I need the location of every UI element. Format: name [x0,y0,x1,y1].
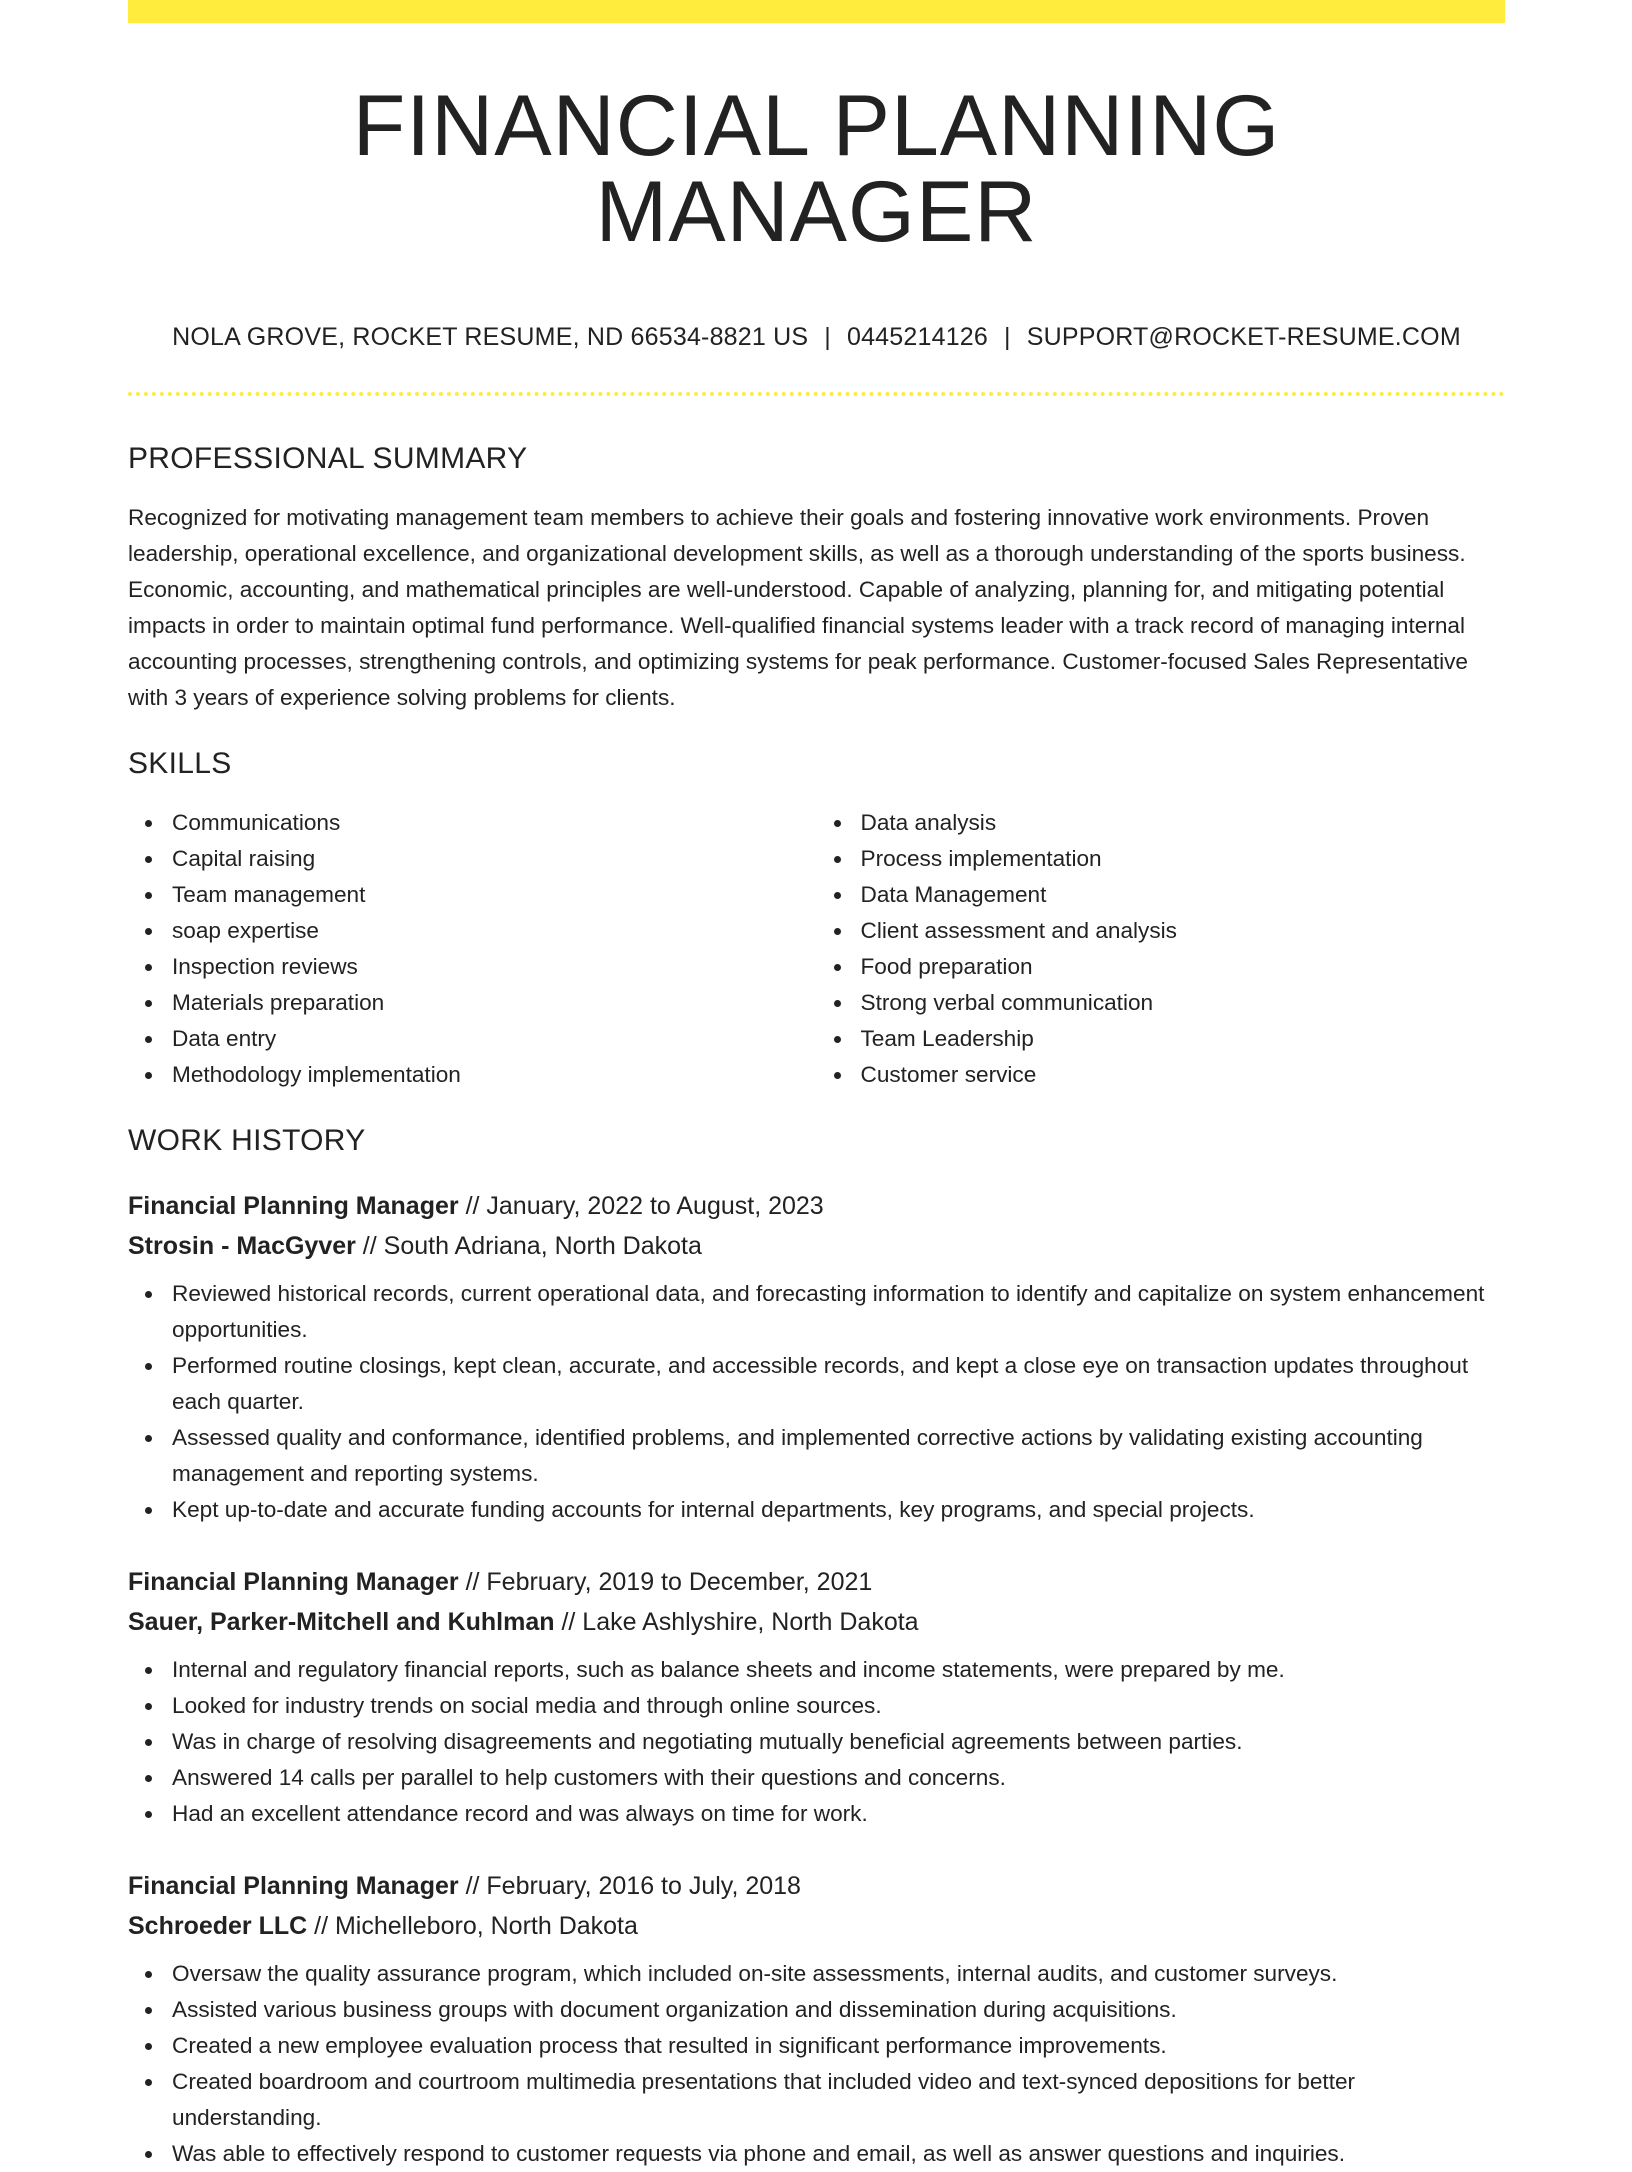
job-entry [128,1562,1505,1832]
job-duty: Created a new employee evaluation process that resulted in significant performance improvements. [172,2028,1505,2064]
skill-item: Inspection reviews [172,949,817,985]
skill-item: Client assessment and analysis [861,913,1506,949]
job-title: Financial Planning Manager [128,1192,459,1220]
separator: | [1004,323,1011,351]
job-title-line [128,1866,1505,1906]
job-entry [128,1186,1505,1528]
job-duty: Was able to effectively respond to customer requests via phone and email, as well as answer questions and inquiries. [172,2136,1505,2172]
job-duty: Assessed quality and conformance, identified problems, and implemented corrective actions by validating existing accounting management and reporting systems. [172,1420,1505,1492]
job-company: Sauer, Parker-Mitchell and Kuhlman [128,1608,555,1636]
job-duty: Assisted various business groups with document organization and dissemination during acquisitions. [172,1992,1505,2028]
job-company-line [128,1906,1505,1946]
skill-item: Data entry [172,1021,817,1057]
resume-page [128,0,1505,2172]
job-duty: Answered 14 calls per parallel to help customers with their questions and concerns. [172,1760,1505,1796]
skill-item: Materials preparation [172,985,817,1021]
job-entry [128,1866,1505,2172]
job-duty: Created boardroom and courtroom multimedia presentations that included video and text-synced depositions for better understanding. [172,2064,1505,2136]
job-duties [128,1652,1505,1832]
address: NOLA GROVE, ROCKET RESUME, ND 66534-8821 US [172,323,809,351]
accent-bar [128,0,1505,23]
job-title: Financial Planning Manager [128,1568,459,1596]
job-company-line [128,1602,1505,1642]
phone: 0445214126 [846,323,989,351]
skill-item: Food preparation [861,949,1506,985]
job-title-line [128,1562,1505,1602]
skill-item: Methodology implementation [172,1057,817,1093]
job-duty: Kept up-to-date and accurate funding accounts for internal departments, key programs, and special projects. [172,1492,1505,1528]
job-company: Schroeder LLC [128,1912,308,1940]
skill-item: Data analysis [861,805,1506,841]
skills-column-right [817,805,1506,1093]
job-dates: // February, 2016 to July, 2018 [458,1872,801,1900]
skill-item: Strong verbal communication [861,985,1506,1021]
section-heading-skills: SKILLS [128,747,232,780]
contact-info [128,325,1505,350]
job-duty: Looked for industry trends on social media and through online sources. [172,1688,1505,1724]
skill-item: Customer service [861,1057,1506,1093]
job-duties [128,1276,1505,1528]
summary-text: Recognized for motivating management team members to achieve their goals and fostering innovative work environments. Proven leadership, operational excellence, and organizational development skills, as well as a thorough understanding of the sports business. Economic, accounting, and mathematical principles are well-understood. Capable of analyzing, planning for, and mitigating potential impacts in order to maintain optimal fund performance. Well-qualified financial systems leader with a track record of managing internal accounting processes, strengthening controls, and optimizing systems for peak performance. Customer-focused Sales Representative with 3 years of experience solving problems for clients. [128,505,1468,710]
job-title-line [128,1186,1505,1226]
job-location: // Michelleboro, North Dakota [307,1912,638,1940]
skill-item: Team management [172,877,817,913]
job-location: // Lake Ashlyshire, North Dakota [554,1608,919,1636]
job-title: Financial Planning Manager [128,1872,459,1900]
section-heading-summary: PROFESSIONAL SUMMARY [128,442,528,475]
resume-title: FINANCIAL PLANNING MANAGER [352,78,1281,260]
job-duty: Internal and regulatory financial reports, such as balance sheets and income statements, were prepared by me. [172,1652,1505,1688]
job-duty: Was in charge of resolving disagreements and negotiating mutually beneficial agreements between parties. [172,1724,1505,1760]
job-dates: // January, 2022 to August, 2023 [458,1192,824,1220]
section-heading-work-history: WORK HISTORY [128,1124,366,1157]
skill-item: Capital raising [172,841,817,877]
skill-item: soap expertise [172,913,817,949]
skill-item: Process implementation [861,841,1506,877]
job-duty: Oversaw the quality assurance program, which included on-site assessments, internal audits, and customer surveys. [172,1956,1505,1992]
skill-item: Communications [172,805,817,841]
job-location: // South Adriana, North Dakota [355,1232,702,1260]
email-link[interactable]: SUPPORT@ROCKET-RESUME.COM [1026,323,1461,351]
dotted-divider [128,392,1505,396]
skill-item: Team Leadership [861,1021,1506,1057]
job-company-line [128,1226,1505,1266]
job-duty: Had an excellent attendance record and was always on time for work. [172,1796,1505,1832]
job-dates: // February, 2019 to December, 2021 [458,1568,873,1596]
job-duty: Reviewed historical records, current operational data, and forecasting information to identify and capitalize on system enhancement opportunities. [172,1276,1505,1348]
job-duties [128,1956,1505,2172]
skills-column-left [128,805,817,1093]
skill-item: Data Management [861,877,1506,913]
job-duty: Performed routine closings, kept clean, accurate, and accessible records, and kept a close eye on transaction updates throughout each quarter. [172,1348,1505,1420]
skills-list [128,805,1505,1093]
job-company: Strosin - MacGyver [128,1232,356,1260]
separator: | [824,323,831,351]
